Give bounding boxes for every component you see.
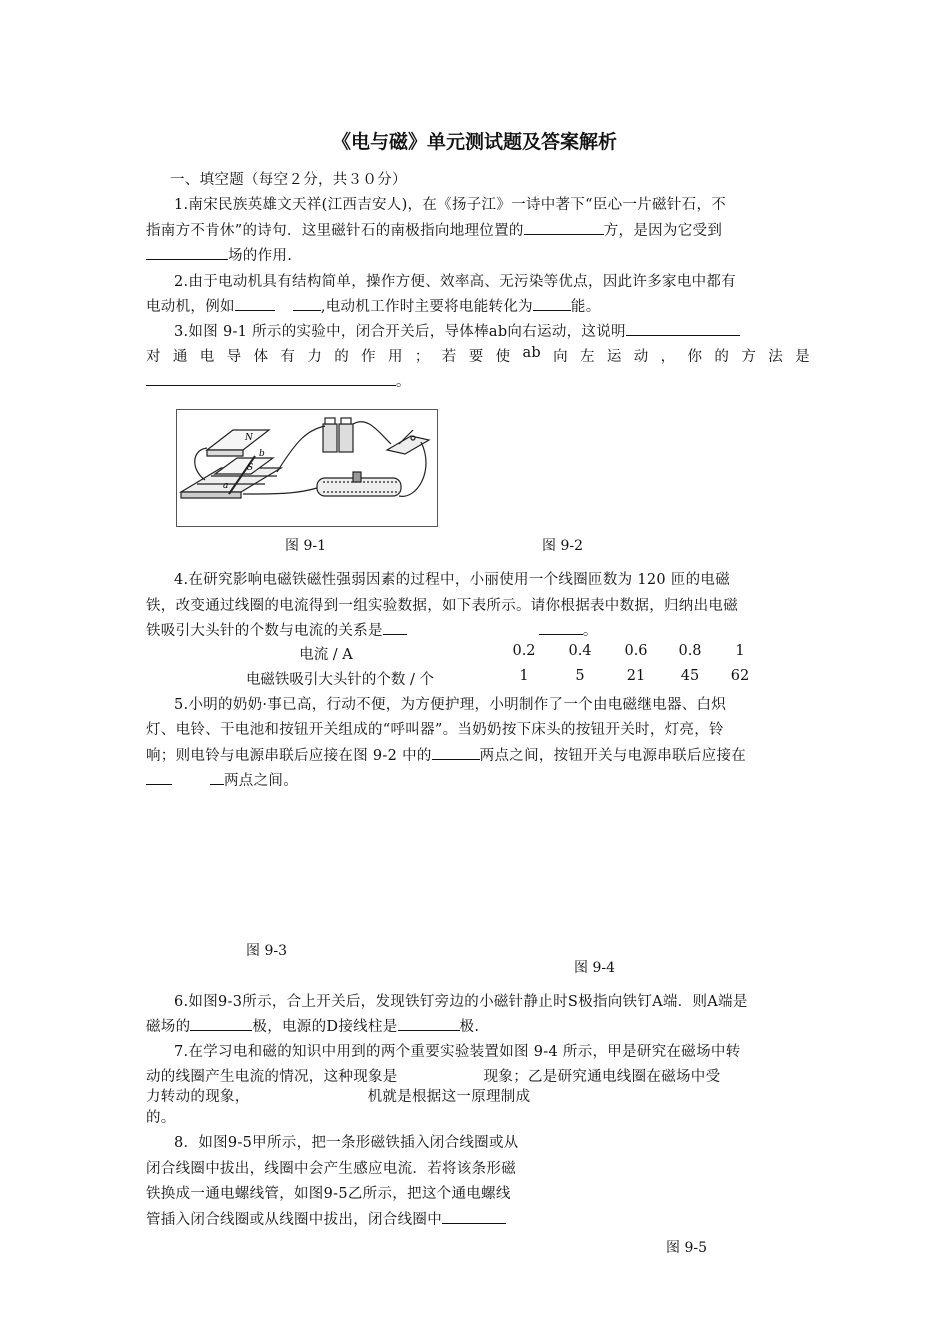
q7-line4: 的。 [146, 1110, 176, 1126]
q3-char: 是 [795, 349, 810, 365]
table-header-pins: 电磁铁吸引大头针的个数 / 个 [245, 672, 435, 688]
q7-text-b: 现象；乙是研究通电线圈在磁场中受 [483, 1069, 721, 1085]
q2-blank-1b[interactable] [293, 296, 321, 311]
q8-blank-1[interactable] [442, 1209, 506, 1224]
q6-blank-2[interactable] [398, 1016, 460, 1031]
q3-char: 方 [741, 349, 757, 365]
q7-line3 [146, 1085, 530, 1106]
q4-line3 [146, 619, 598, 640]
table-cell: 0.8 [678, 643, 702, 659]
q8-text-a: 管插入闭合线圈或从线圈中拔出，闭合线圈中 [146, 1212, 442, 1228]
q8-line1: 8．如图9-5甲所示，把一条形磁铁插入闭合线圈或从 [174, 1135, 519, 1151]
table-cell: 5 [575, 668, 585, 684]
q3-char: 通 [172, 349, 188, 365]
q1-text-a: 指南方不肯休”的诗句．这里磁针石的南极指向地理位置的 [146, 223, 524, 239]
q1-line3 [146, 244, 292, 265]
q2-text-a: 电动机，例如 [146, 299, 235, 315]
q5-text-a: 响；则电铃与电源串联后应接在图 9-2 中的 [146, 748, 432, 764]
table-cell: 1 [735, 643, 745, 659]
q8-line2: 闭合线圈中拔出，线圈中会产生感应电流．若将该条形磁 [146, 1161, 516, 1177]
q5-line1: 5.小明的奶奶·事已高，行动不便，为方便护理，小明制作了一个由电磁继电器、白炽 [174, 697, 727, 713]
q3-char: 法 [768, 349, 784, 365]
q4-line2: 铁，改变通过线圈的电流得到一组实验数据，如下表所示。请你根据表中数据，归纳出电磁 [146, 598, 738, 614]
q7-text-a: 动的线圈产生电流的情况，这种现象是 [146, 1069, 398, 1085]
q3-line1 [174, 320, 740, 341]
q2-line1: 2.由于电动机具有结构简单，操作方便、效率高、无污染等优点，因此许多家电中都有 [174, 274, 737, 290]
table-cell: 45 [680, 668, 700, 684]
q3-char: ， [660, 349, 676, 365]
q3-char: 的 [334, 349, 350, 365]
caption-fig-9-5: 图 9-5 [666, 1240, 707, 1256]
q3-char: 向 [553, 349, 568, 365]
q1-text-c: 场的作用. [228, 248, 293, 264]
caption-fig-9-3: 图 9-3 [246, 943, 287, 959]
table-cell: 0.4 [568, 643, 592, 659]
table-header-current: 电流 / A [299, 647, 353, 663]
q3-char: 用 [388, 349, 403, 365]
q1-line1: 1.南宋民族英雄文天祥(江西吉安人)，在《扬子江》一诗中著下“臣心一片磁针石，不 [174, 197, 727, 213]
q2-blank-1a[interactable] [235, 296, 275, 311]
table-cell: 62 [730, 668, 750, 684]
q1-blank-2[interactable] [146, 245, 228, 260]
apparatus-drawing [177, 410, 437, 526]
q3-char: 力 [307, 349, 323, 365]
q5-text-b: 两点之间，按钮开关与电源串联后应接在 [479, 748, 747, 764]
q5-line4 [146, 769, 298, 790]
section-heading: 一、填空题（每空２分，共３０分） [170, 172, 407, 188]
label-a: a [223, 481, 229, 491]
q4-blank-b[interactable] [539, 620, 583, 635]
q1-text-b: 方，是因为它受到 [603, 223, 723, 239]
q5-blank-2b[interactable] [210, 770, 224, 785]
q7-line2 [146, 1065, 720, 1086]
table-cell: 0.2 [512, 643, 536, 659]
q3-char: 作 [361, 349, 376, 365]
q6-line2 [146, 1015, 479, 1036]
q3-char: 导 [226, 349, 242, 365]
q2-blank-2[interactable] [533, 296, 571, 311]
q5-text-c: 两点之间。 [224, 773, 298, 789]
q8-line4 [146, 1208, 506, 1229]
q3-char: ； [414, 349, 430, 365]
label-b: b [259, 449, 265, 459]
page-title: 《电与磁》单元测试题及答案解析 [332, 131, 618, 153]
q3-char: 对 [146, 349, 161, 365]
q3-char: 要 [468, 349, 484, 365]
q3-char: 运 [606, 349, 622, 365]
q3-text-a: 3.如图 9-1 所示的实验中，闭合开关后，导体棒ab向右运动，这说明 [174, 324, 626, 340]
q3-blank-1[interactable] [626, 321, 740, 336]
q3-line2 [146, 345, 810, 366]
q1-line2 [146, 219, 722, 240]
q8-line3: 铁换成一通电螺线管，如图9-5乙所示，把这个通电螺线 [146, 1186, 511, 1202]
caption-fig-9-1: 图 9-1 [285, 538, 326, 554]
q5-line3 [146, 744, 746, 765]
q3-char: 使 [495, 349, 511, 365]
q6-text-c: 极. [459, 1019, 480, 1035]
q4-text-a: 铁吸引大头针的个数与电流的关系是 [146, 623, 383, 639]
label-n: N [245, 433, 253, 443]
q4-line1: 4.在研究影响电磁铁磁性强弱因素的过程中，小丽使用一个线圈匝数为 120 匝的电磁 [174, 572, 731, 588]
q7-text-d: 机就是根据这一原理制成 [367, 1089, 531, 1105]
q3-char: 若 [441, 349, 457, 365]
q4-text-b: 。 [582, 623, 598, 639]
table-cell: 0.6 [624, 643, 648, 659]
q3-char: 有 [280, 349, 296, 365]
q6-line1: 6.如图9-3所示，合上开关后，发现铁钉旁边的小磁针静止时S极指向铁钉A端．则A端是 [174, 994, 748, 1010]
caption-fig-9-2: 图 9-2 [542, 538, 583, 554]
q7-line1: 7.在学习电和磁的知识中用到的两个重要实验装置如图 9-4 所示，甲是研究在磁场中转 [174, 1044, 741, 1060]
q4-blank-a[interactable] [383, 620, 407, 635]
label-s: S [247, 463, 254, 473]
q1-blank-1[interactable] [524, 220, 604, 235]
q3-char: 体 [253, 349, 269, 365]
q3-char: 你 [687, 349, 703, 365]
q6-blank-1[interactable] [190, 1016, 252, 1031]
q3-char: 电 [199, 349, 215, 365]
q3-char: 动 [633, 349, 649, 365]
q5-blank-1[interactable] [432, 745, 480, 760]
q7-text-c: 力转动的现象， [146, 1089, 250, 1105]
caption-fig-9-4: 图 9-4 [574, 960, 615, 976]
q3-char: ab [522, 345, 541, 361]
q2-text-b: ,电动机工作时主要将电能转化为 [320, 299, 533, 315]
q5-blank-2a[interactable] [146, 770, 172, 785]
q5-line2: 灯、电铃、干电池和按钮开关组成的“呼叫器”。当奶奶按下床头的按钮开关时，灯亮，铃 [146, 722, 724, 738]
q3-char: 左 [579, 349, 595, 365]
q6-text-b: 极，电源的D接线柱是 [252, 1019, 398, 1035]
table-cell: 21 [626, 668, 646, 684]
q2-line2 [146, 295, 601, 316]
figure-9-1 [176, 409, 438, 527]
q3-text-end: 。 [396, 374, 411, 390]
q3-char: 的 [714, 349, 730, 365]
q3-blank-2[interactable] [146, 371, 396, 386]
q6-text-a: 磁场的 [146, 1019, 191, 1035]
q3-line3 [146, 370, 411, 391]
table-cell: 1 [519, 668, 529, 684]
q2-text-c: 能。 [570, 299, 601, 315]
